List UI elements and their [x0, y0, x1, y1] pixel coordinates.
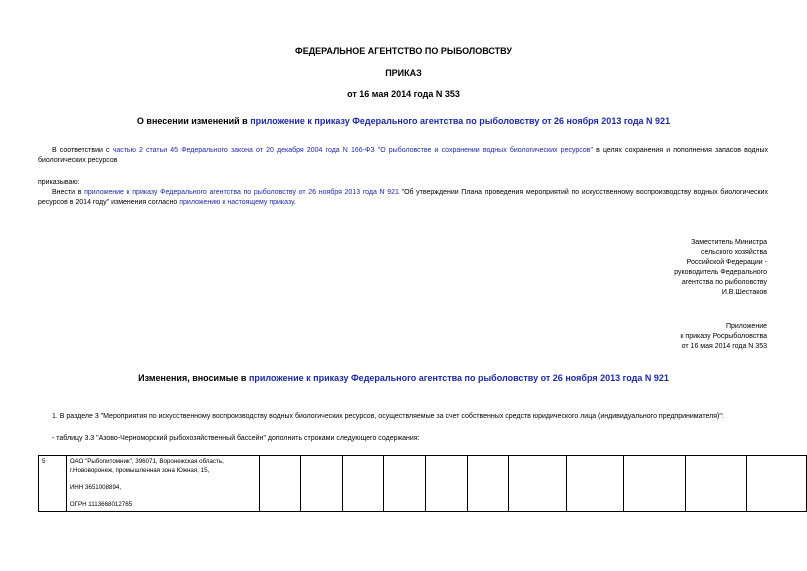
empty-cell — [509, 456, 567, 512]
order-attachment-link[interactable]: приложению к настоящему приказу — [179, 198, 294, 206]
empty-cell — [301, 456, 343, 512]
order-paragraph — [38, 188, 768, 207]
changes-title — [0, 373, 807, 383]
signature-line: агентства по рыболовству — [681, 279, 767, 286]
signature-line: Российской Федерации - — [686, 259, 767, 266]
signature-block — [674, 238, 767, 298]
order-text-1: Внести в — [52, 189, 85, 196]
preamble-law-link[interactable]: частью 2 статьи 45 Федерального закона от 20 декабря 2004 года N 166-ФЗ "О рыболовстве и сохранении водных биологических ресурсов" — [112, 147, 593, 154]
appendix-reference — [680, 322, 767, 352]
org-line — [70, 475, 256, 484]
additions-table — [38, 455, 807, 512]
row-number-cell: 5 — [39, 456, 67, 512]
order-appendix-link[interactable]: приложение к приказу Федерального агентства по рыболовству от 26 ноября 2013 года N 921 — [84, 189, 399, 196]
empty-cell — [384, 456, 426, 512]
org-line: г.Нововоронеж, промышленная зона Южная, 15, — [69, 466, 210, 474]
organization-cell — [66, 456, 259, 512]
empty-cell — [747, 456, 807, 512]
order-text-2: "Об утверждении Плана проведения мероприятий по искусственному воспроизводству водных биологических ресурсов в 2014 году" изменения согласно — [38, 189, 768, 206]
signature-line: сельского хозяйства — [700, 249, 767, 256]
org-line: ИНН 3651008894, — [69, 483, 122, 491]
empty-cell — [566, 456, 624, 512]
doc-date: от 16 мая 2014 года N 353 — [347, 89, 460, 99]
agency-name: ФЕДЕРАЛЬНОЕ АГЕНТСТВО ПО РЫБОЛОВСТВУ — [295, 46, 512, 56]
doc-type: ПРИКАЗ — [385, 68, 422, 78]
appendix-line: к приказу Росрыболовства — [680, 333, 767, 340]
empty-cell — [259, 456, 301, 512]
change-item-1: 1. В разделе 3 "Мероприятия по искусственному воспроизводству водных биологических ресурсов, осуществляемые за счет собственных средств юридического лица (индивидуального предпринимателя)": — [52, 413, 724, 420]
empty-cell — [467, 456, 509, 512]
order-title-link[interactable]: приложение к приказу Федерального агентства по рыболовству от 26 ноября 2013 года N 921 — [250, 116, 671, 126]
org-line: ОГРН 1113668012765 — [69, 500, 133, 508]
appendix-line: от 16 мая 2014 года N 353 — [681, 343, 767, 350]
signature-line: руководитель Федерального — [674, 269, 767, 276]
order-text-3: . — [293, 198, 296, 206]
order-title-prefix: О внесении изменений в — [136, 116, 251, 126]
appendix-line: Приложение — [725, 323, 767, 330]
signature-name: И.В.Шестаков — [721, 289, 767, 296]
empty-cell — [426, 456, 468, 512]
signature-line: Заместитель Министра — [691, 239, 767, 246]
org-line — [70, 492, 256, 501]
preamble-text-1: В соответствии с — [52, 147, 113, 154]
changes-title-prefix: Изменения, вносимые в — [138, 373, 249, 383]
preamble-text-2: в целях сохранения и пополнения запасов водных биологических ресурсов — [38, 147, 768, 164]
empty-cell — [685, 456, 746, 512]
order-title — [0, 116, 807, 126]
change-item-2: - таблицу 3.3 "Азово-Черноморский рыбохозяйственный бассейн" дополнить строками следующего содержания: — [52, 435, 420, 442]
table-row — [39, 456, 807, 512]
preamble — [38, 146, 768, 165]
empty-cell — [342, 456, 384, 512]
org-line: ОАО "Рыбопитомник", 396071, Воронежская область, — [69, 458, 224, 465]
changes-title-link[interactable]: приложение к приказу Федерального агентства по рыболовству от 26 ноября 2013 года N 921 — [248, 373, 669, 383]
empty-cell — [624, 456, 685, 512]
order-word: приказываю: — [38, 179, 80, 186]
